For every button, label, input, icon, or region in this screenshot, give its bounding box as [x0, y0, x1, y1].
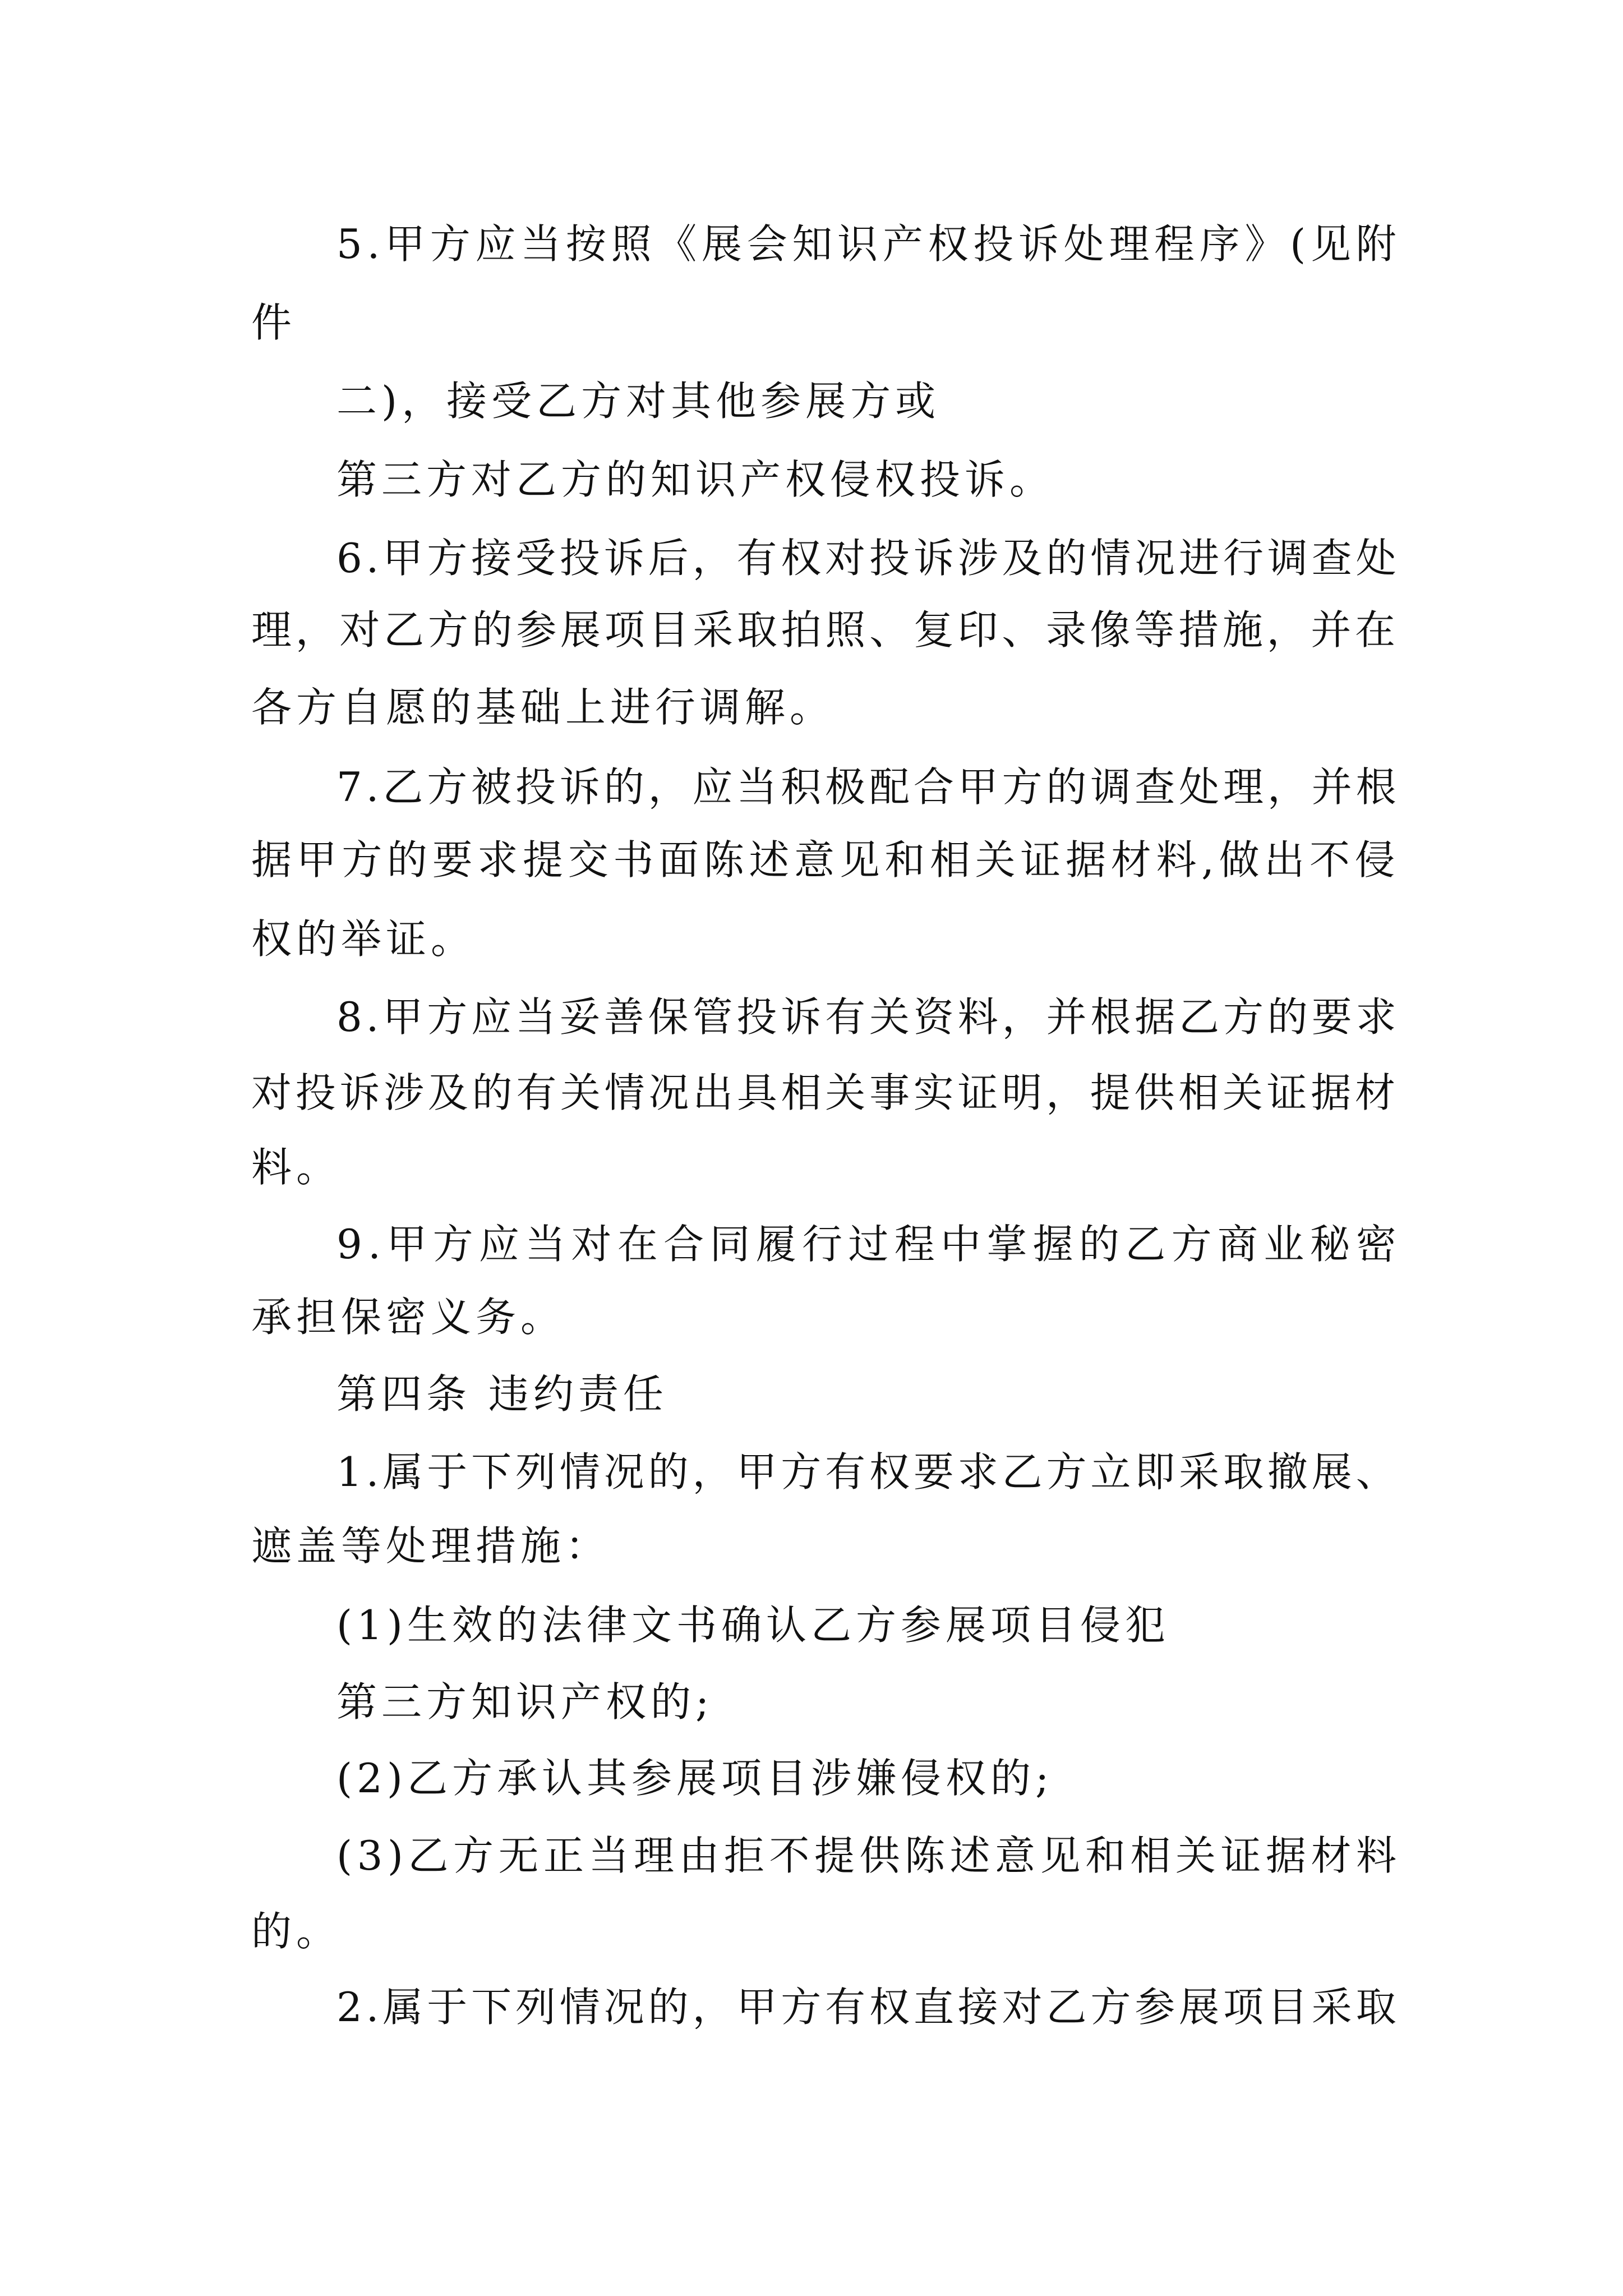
text-line: 据 甲 方 的 要 求 提 交 书 面 陈 述 意 见 和 相 关 证 据 材 料 , 做 出 不 侵: [251, 836, 1395, 884]
text-line: (2)乙方承认其参展项目涉嫌侵权的;: [336, 1755, 1054, 1802]
text-line: 承担保密义务。: [251, 1294, 566, 1341]
text-line: 二)，接受乙方对其他参展方或: [336, 378, 940, 425]
text-line: 第三方知识产权的;: [336, 1678, 714, 1726]
text-line: 7 . 乙 方 被 投 诉 的 ， 应 当 积 极 配 合 甲 方 的 调 查 处 理 ， 并 根: [336, 763, 1396, 811]
text-line: 料。: [251, 1144, 342, 1191]
text-line: 1 . 属 于 下 列 情 况 的 ， 甲 方 有 权 要 求 乙 方 立 即 采 取 撤 展 、: [336, 1448, 1396, 1496]
text-line: 8 . 甲 方 应 当 妥 善 保 管 投 诉 有 关 资 料 ， 并 根 据 乙 方 的 要 求: [336, 993, 1396, 1041]
text-line: ( 3 ) 乙 方 无 正 当 理 由 拒 不 提 供 陈 述 意 见 和 相 关 证 据 材 料: [336, 1832, 1396, 1879]
text-line: 对 投 诉 涉 及 的 有 关 情 况 出 具 相 关 事 实 证 明 ， 提 供 相 关 证 据 材: [251, 1069, 1395, 1116]
text-line: (1)生效的法律文书确认乙方参展项目侵犯: [336, 1602, 1170, 1649]
text-line: 遮盖等处理措施：: [251, 1522, 611, 1570]
text-line: 5 . 甲 方 应 当 按 照 《 展 会 知 识 产 权 投 诉 处 理 程 序 》 ( 见 附: [336, 220, 1396, 268]
text-line: 的。: [251, 1908, 342, 1955]
text-line: 6 . 甲 方 接 受 投 诉 后 ， 有 权 对 投 诉 涉 及 的 情 况 进 行 调 查 处: [336, 535, 1396, 582]
text-line: 9 . 甲 方 应 当 对 在 合 同 履 行 过 程 中 掌 握 的 乙 方 商 业 秘 密: [336, 1221, 1396, 1268]
section-heading: 第四条 违约责任: [336, 1370, 668, 1418]
text-line: 件: [251, 299, 297, 346]
text-line: 第三方对乙方的知识产权侵权投诉。: [336, 456, 1055, 503]
text-line: 理 ， 对 乙 方 的 参 展 项 目 采 取 拍 照 、 复 印 、 录 像 等 措 施 ， 并 在: [251, 606, 1395, 654]
text-line: 各方自愿的基础上进行调解。: [251, 684, 835, 731]
text-line: 2 . 属 于 下 列 情 况 的 ， 甲 方 有 权 直 接 对 乙 方 参 展 项 目 采 取: [336, 1984, 1396, 2031]
text-line: 权的举证。: [251, 915, 476, 963]
